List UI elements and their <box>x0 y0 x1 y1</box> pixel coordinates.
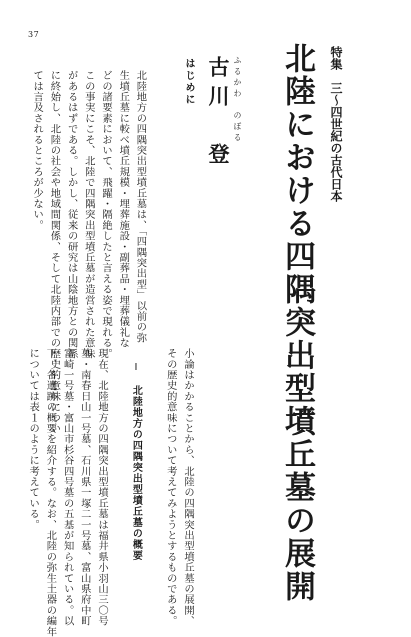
section-line: については表１のように考えている。 <box>27 348 40 530</box>
section-number: Ⅰ <box>130 362 142 374</box>
blank-line <box>110 348 127 584</box>
author-ruby: ふるかわ のぼる <box>233 56 242 144</box>
page-number: 37 <box>28 30 40 39</box>
section-line: 現在、北陸地方の四隅突出型墳丘墓は福井県小羽山三〇号 <box>96 348 109 627</box>
intro-line: ては言及されるところが少ない。 <box>31 70 44 231</box>
section-heading <box>127 348 144 584</box>
author-name: 古川 登 <box>206 56 231 172</box>
continuation-line: 小論はかかることから、北陸の四隅突出型墳丘墓の展開、 <box>182 348 195 627</box>
intro-line: この事実にこそ、北陸で四隅突出型墳丘墓が造営された意味 <box>82 70 95 359</box>
intro-line: どの諸要素において、飛躍・隔絶したと言える姿で現れる。 <box>100 70 113 359</box>
lower-body <box>24 348 196 637</box>
section-title: 北陸地方の四隅突出型墳丘墓の概要 <box>130 385 142 561</box>
intro-line: があるはずである。しかし、従来の研究は山陰地方との関係 <box>65 70 78 359</box>
series-label: 特集 三〜四世紀の古代日本 <box>329 46 343 202</box>
intro-body <box>28 70 148 434</box>
intro-line: 生墳丘墓に較べ墳丘規模・埋葬施設・副葬品・埋葬儀礼な <box>117 70 130 349</box>
intro-line: 北陸地方の四隅突出型墳丘墓は、「四隅突出型」以前の弥 <box>134 70 147 344</box>
article-title: 北陸における四隅突出型墳丘墓の展開 <box>279 42 315 603</box>
intro-line: に終始し、北陸の社会や地域間関係、そして北陸内部での歴史的意味につい <box>48 70 61 434</box>
blank-line <box>144 348 161 584</box>
section-line: 富崎一号墓・富山市杉谷四号墓の五基が知られている。以 <box>61 348 74 627</box>
section-line: 墓・南春日山一号墓、石川県一塚二一号墓、富山県府中町 <box>78 348 91 627</box>
continuation-line: その歴史的意味について考えてみようとするものである。 <box>164 348 177 627</box>
section-line: 下、各遺跡の概要を紹介する。なお、北陸の弥生土器の編年 <box>44 348 57 637</box>
intro-heading: はじめに <box>183 58 194 106</box>
